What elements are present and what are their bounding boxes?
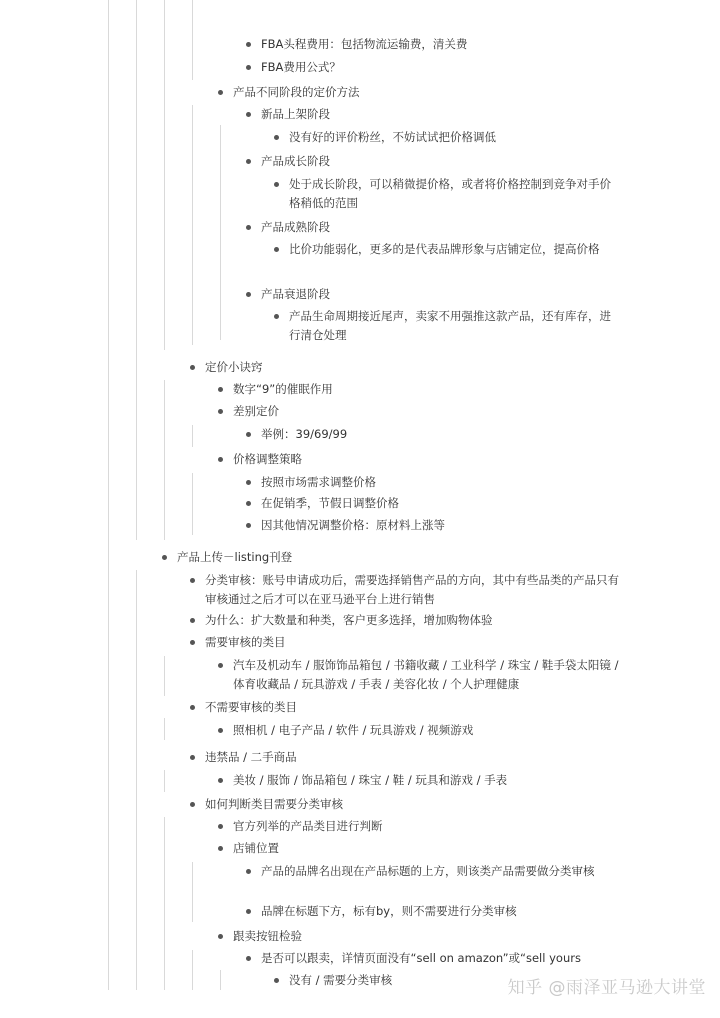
bullet-icon bbox=[246, 909, 251, 914]
bullet-icon bbox=[218, 934, 223, 939]
list-item bbox=[246, 152, 626, 171]
list-item bbox=[190, 633, 626, 652]
list-item-text: 产品上传－listing刊登 bbox=[177, 550, 293, 564]
tree-guide-line bbox=[192, 950, 193, 990]
tree-guide-line bbox=[164, 380, 165, 540]
list-item-text: 产品的品牌名出现在产品标题的上方，则该类产品需要做分类审核 bbox=[261, 864, 595, 878]
list-item bbox=[246, 58, 626, 77]
bullet-icon bbox=[246, 65, 251, 70]
tree-guide-line bbox=[164, 656, 165, 696]
list-item bbox=[246, 473, 626, 492]
list-item bbox=[218, 817, 626, 836]
bullet-icon bbox=[218, 663, 223, 668]
list-item-text: 是否可以跟卖，详情页面没有“sell on amazon”或“sell yours bbox=[261, 951, 581, 965]
list-item-text: 按照市场需求调整价格 bbox=[261, 475, 376, 489]
tree-guide-line bbox=[164, 770, 165, 792]
list-item-text: 如何判断类目需要分类审核 bbox=[205, 797, 343, 811]
list-item-text: 品牌在标题下方，标有by，则不需要进行分类审核 bbox=[261, 904, 517, 918]
list-item bbox=[218, 450, 618, 469]
list-item-text: 数字“9”的催眠作用 bbox=[233, 382, 333, 396]
list-item bbox=[218, 721, 626, 740]
list-item-text: 需要审核的类目 bbox=[205, 635, 286, 649]
list-item bbox=[190, 698, 626, 717]
bullet-icon bbox=[274, 135, 279, 140]
list-item bbox=[218, 839, 626, 858]
list-item bbox=[246, 516, 626, 535]
list-item bbox=[246, 35, 626, 54]
bullet-icon bbox=[218, 387, 223, 392]
list-item-text: 产品衰退阶段 bbox=[261, 287, 330, 301]
bullet-icon bbox=[274, 182, 279, 187]
bullet-icon bbox=[190, 578, 195, 583]
watermark: 知乎 @雨泽亚马逊大讲堂 bbox=[507, 978, 706, 998]
bullet-icon bbox=[246, 523, 251, 528]
list-item-text: 店铺位置 bbox=[233, 841, 279, 855]
list-item bbox=[246, 218, 626, 237]
list-item bbox=[246, 862, 626, 881]
bullet-icon bbox=[218, 728, 223, 733]
bullet-icon bbox=[274, 978, 279, 983]
list-item-text: 处于成长阶段，可以稍微提价格，或者将价格控制到竞争对手价格稍低的范围 bbox=[289, 177, 611, 210]
list-item bbox=[190, 795, 626, 814]
bullet-icon bbox=[190, 618, 195, 623]
tree-guide-line bbox=[220, 970, 221, 990]
bullet-icon bbox=[246, 869, 251, 874]
list-item bbox=[246, 494, 626, 513]
list-item bbox=[246, 105, 626, 124]
list-item bbox=[190, 571, 626, 609]
list-item-text: 官方列举的产品类目进行判断 bbox=[233, 819, 383, 833]
bullet-icon bbox=[218, 409, 223, 414]
tree-guide-line bbox=[192, 862, 193, 922]
list-item bbox=[218, 656, 626, 694]
list-item-text: 汽车及机动车 / 服饰饰品箱包 / 书籍收藏 / 工业科学 / 珠宝 / 鞋手袋太阳镜 / 体育收藏品 / 玩具游戏 / 手表 / 美容化妆 / 个人护理健康 bbox=[233, 658, 619, 691]
list-item bbox=[246, 949, 626, 968]
bullet-icon bbox=[246, 159, 251, 164]
list-item-text: 为什么：扩大数量和种类，客户更多选择，增加购物体验 bbox=[205, 613, 493, 627]
tree-guide-line bbox=[192, 473, 193, 535]
bullet-icon bbox=[246, 112, 251, 117]
list-item bbox=[190, 358, 610, 377]
list-item bbox=[274, 240, 620, 259]
tree-guide-line bbox=[192, 425, 193, 447]
bullet-icon bbox=[218, 778, 223, 783]
list-item-text: 没有 / 需要分类审核 bbox=[289, 973, 393, 987]
list-item bbox=[246, 425, 626, 444]
list-item-text: 因其他情况调整价格：原材料上涨等 bbox=[261, 518, 445, 532]
bullet-icon bbox=[190, 640, 195, 645]
list-item bbox=[274, 128, 620, 147]
list-item bbox=[218, 83, 618, 102]
list-item bbox=[246, 902, 626, 921]
bullet-icon bbox=[190, 365, 195, 370]
list-item bbox=[190, 611, 626, 630]
list-item-text: 在促销季，节假日调整价格 bbox=[261, 496, 399, 510]
list-item-text: 不需要审核的类目 bbox=[205, 700, 297, 714]
list-item-text: 举例：39/69/99 bbox=[261, 427, 348, 441]
list-item-text: 新品上架阶段 bbox=[261, 107, 330, 121]
bullet-icon bbox=[246, 225, 251, 230]
list-item bbox=[274, 307, 620, 345]
list-item bbox=[218, 380, 618, 399]
tree-guide-line bbox=[108, 0, 109, 990]
bullet-icon bbox=[162, 555, 167, 560]
tree-guide-line bbox=[220, 125, 221, 340]
list-item-text: 产品生命周期接近尾声，卖家不用强推这款产品，还有库存，进行清仓处理 bbox=[289, 309, 611, 342]
tree-guide-line bbox=[164, 718, 165, 740]
list-item-text: 跟卖按钮检验 bbox=[233, 929, 302, 943]
bullet-icon bbox=[218, 457, 223, 462]
bullet-icon bbox=[246, 432, 251, 437]
list-item-text: 分类审核：账号申请成功后，需要选择销售产品的方向，其中有些品类的产品只有审核通过之后才可以在亚马逊平台上进行销售 bbox=[205, 573, 619, 606]
list-item-text: 美妆 / 服饰 / 饰品箱包 / 珠宝 / 鞋 / 玩具和游戏 / 手表 bbox=[233, 773, 508, 787]
list-item-text: 价格调整策略 bbox=[233, 452, 302, 466]
tree-guide-line bbox=[164, 0, 165, 350]
bullet-icon bbox=[218, 90, 223, 95]
list-item-text: FBA头程费用：包括物流运输费，清关费 bbox=[261, 37, 468, 51]
bullet-icon bbox=[218, 846, 223, 851]
list-item-text: 违禁品 / 二手商品 bbox=[205, 750, 297, 764]
bullet-icon bbox=[246, 292, 251, 297]
list-item-text: FBA费用公式？ bbox=[261, 60, 341, 74]
bullet-icon bbox=[246, 501, 251, 506]
bullet-icon bbox=[218, 824, 223, 829]
list-item bbox=[218, 927, 626, 946]
bullet-icon bbox=[246, 42, 251, 47]
list-item-text: 没有好的评价粉丝，不妨试试把价格调低 bbox=[289, 130, 496, 144]
list-item bbox=[162, 548, 602, 567]
list-item bbox=[190, 748, 626, 767]
tree-guide-line bbox=[192, 105, 193, 345]
tree-guide-line bbox=[192, 0, 193, 80]
list-item-text: 产品不同阶段的定价方法 bbox=[233, 85, 360, 99]
bullet-icon bbox=[274, 314, 279, 319]
list-item-text: 比价功能弱化，更多的是代表品牌形象与店铺定位，提高价格 bbox=[289, 242, 600, 256]
bullet-icon bbox=[190, 705, 195, 710]
tree-guide-line bbox=[136, 570, 137, 990]
bullet-icon bbox=[246, 956, 251, 961]
list-item-text: 差别定价 bbox=[233, 404, 279, 418]
bullet-icon bbox=[190, 755, 195, 760]
list-item-text: 产品成长阶段 bbox=[261, 154, 330, 168]
list-item bbox=[274, 175, 620, 213]
list-item bbox=[246, 285, 626, 304]
bullet-icon bbox=[246, 480, 251, 485]
list-item bbox=[218, 402, 618, 421]
tree-guide-line bbox=[164, 817, 165, 990]
list-item-text: 产品成熟阶段 bbox=[261, 220, 330, 234]
list-item bbox=[218, 771, 626, 790]
tree-guide-line bbox=[136, 0, 137, 540]
bullet-icon bbox=[274, 247, 279, 252]
list-item-text: 照相机 / 电子产品 / 软件 / 玩具游戏 / 视频游戏 bbox=[233, 723, 474, 737]
list-item-text: 定价小诀窍 bbox=[205, 360, 263, 374]
bullet-icon bbox=[190, 802, 195, 807]
